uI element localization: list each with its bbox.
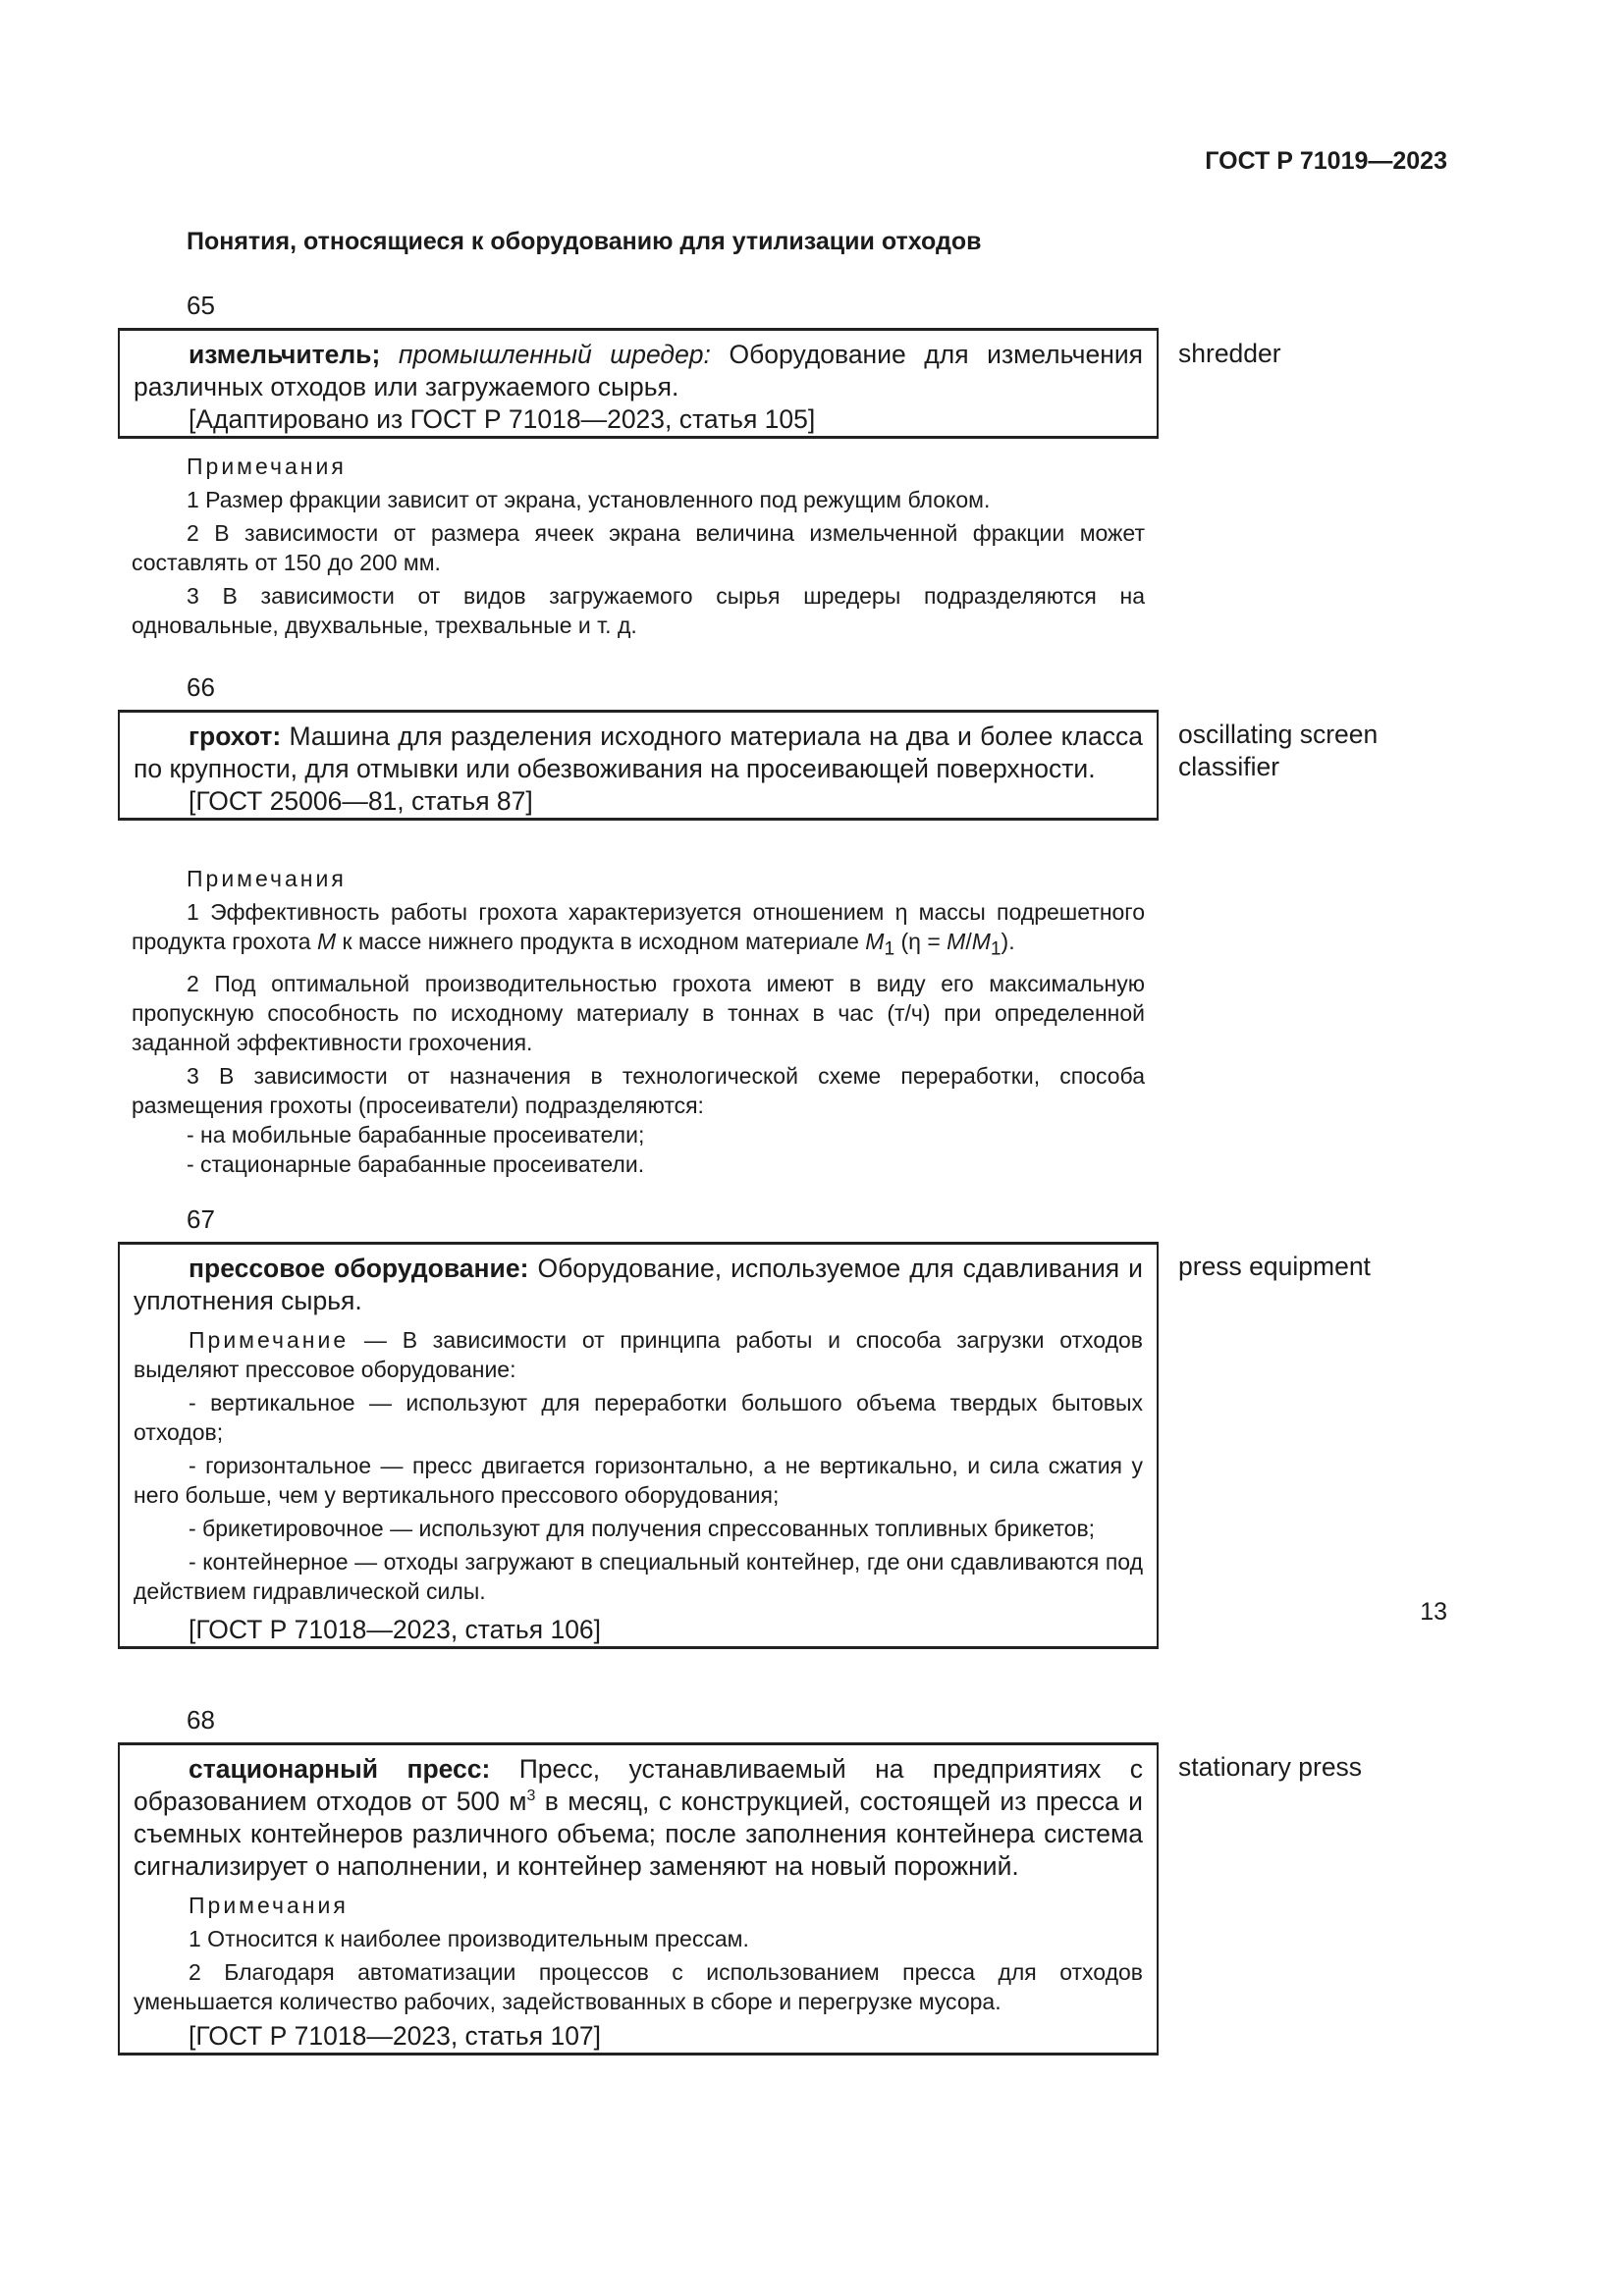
- notes-label-65: Примечания: [187, 454, 347, 479]
- note-68-1: 1 Относится к наиболее производительным прессам.: [189, 1926, 749, 1951]
- note-67-item-3: - брикетировочное — используют для получения спрессованных топливных брикетов;: [189, 1516, 1096, 1541]
- bullet-66-1: - на мобильные барабанные просеиватели;: [187, 1121, 645, 1148]
- definition-65: [134, 339, 1143, 403]
- term-box-68: [118, 1742, 1159, 2056]
- definition-68: [134, 1753, 1143, 1883]
- definition-text-66: Машина для разделения исходного материала на два и более класса по крупности, для отмывки или обезвоживания на просеивающей поверхности.: [134, 721, 1143, 783]
- symbol-m1-subscript: 1: [884, 938, 895, 960]
- formula-m1: M: [971, 929, 991, 954]
- bullet-66-2: - стационарные барабанные просеиватели.: [187, 1150, 645, 1177]
- term-65: измельчитель;: [189, 340, 381, 369]
- definition-67: [134, 1253, 1143, 1317]
- term-67: прессовое оборудование:: [189, 1254, 529, 1283]
- note-66-1-text-a: 1 Эффективность работы грохота характеризуется отношением η массы подрешетного продукта грохота: [132, 899, 1145, 954]
- english-equivalent-65: shredder: [1178, 339, 1281, 368]
- term-box-67: [118, 1242, 1159, 1649]
- synonym-65: промышленный шредер:: [398, 340, 711, 369]
- term-68: стационарный пресс:: [189, 1754, 491, 1784]
- formula-m: M: [947, 929, 966, 954]
- standard-number: ГОСТ Р 71019—2023: [1205, 147, 1447, 175]
- note-66-2: 2 Под оптимальной производительностью грохота имеют в виду его максимальную пропускную способность по исходному материалу в тоннах в час (т/ч) при определенной заданной эффективности грохочения.: [132, 970, 1145, 1055]
- note-66-3: 3 В зависимости от назначения в технологической схеме переработки, способа размещения грохоты (просеиватели) подразделяются:: [132, 1062, 1145, 1118]
- notes-label-66: Примечания: [187, 866, 347, 891]
- note-66-1-text-b: к массе нижнего продукта в исходном материале: [342, 929, 859, 954]
- definition-text-67: Оборудование, используемое для сдавливания и уплотнения сырья.: [134, 1254, 1143, 1315]
- source-65: [Адаптировано из ГОСТ Р 71018—2023, статья 105]: [189, 404, 816, 434]
- note-label-67: Примечание: [189, 1327, 350, 1353]
- symbol-m: M: [316, 929, 337, 954]
- entry-number-68: 68: [187, 1705, 215, 1735]
- term-66: грохот:: [189, 721, 282, 751]
- definition-66: [134, 721, 1143, 785]
- symbol-m1: M: [865, 929, 885, 954]
- box-notes-67: [134, 1325, 1143, 1606]
- definition-68-superscript: 3: [526, 1788, 536, 1805]
- note-66-1: 1 Эффективность работы грохота характеризуется отношением η массы подрешетного продукта грохота M к массе нижнего продукта в исходном материале $M_1$ $(\eta = M/M_1)$.: [132, 899, 1145, 960]
- note-65-3: 3 В зависимости от видов загружаемого сырья шредеры подразделяются на одновальные, двухвальные, трехвальные и т. д.: [132, 583, 1145, 638]
- english-equivalent-68: stationary press: [1178, 1752, 1363, 1782]
- note-text-67: — В зависимости от принципа работы и способа загрузки отходов выделяют прессовое оборудование:: [134, 1327, 1144, 1382]
- english-equivalent-67: press equipment: [1178, 1252, 1371, 1281]
- formula-close: ).: [1001, 929, 1015, 954]
- notes-label-68: Примечания: [189, 1893, 349, 1918]
- source-66: [ГОСТ 25006—81, статья 87]: [189, 786, 533, 816]
- source-68: [ГОСТ Р 71018—2023, статья 107]: [189, 2021, 602, 2051]
- notes-65: [132, 452, 1145, 640]
- formula-open: (η =: [900, 929, 941, 954]
- note-67-item-2: - горизонтальное — пресс двигается горизонтально, а не вертикально, и сила сжатия у него больше, чем у вертикального прессового оборудования;: [134, 1453, 1143, 1508]
- entry-number-65: 65: [187, 291, 215, 320]
- definition-text-68-b: в месяц, с конструкцией, состоящей из пресса и съемных контейнеров различного объема; после заполнения контейнера система сигнализирует о наполнении, и контейнер заменяют на новый порожний.: [134, 1787, 1143, 1881]
- source-67: [ГОСТ Р 71018—2023, статья 106]: [189, 1615, 602, 1644]
- note-67-item-1: - вертикальное — используют для переработки большого объема твердых бытовых отходов;: [134, 1390, 1143, 1445]
- english-equivalent-66: oscillating screen classifier: [1178, 720, 1379, 781]
- term-box-66: [118, 710, 1159, 821]
- notes-66: [132, 864, 1145, 1179]
- entry-number-67: 67: [187, 1204, 215, 1234]
- note-67: [134, 1325, 1143, 1384]
- section-title: Понятия, относящиеся к оборудованию для утилизации отходов: [187, 228, 982, 255]
- note-65-2: 2 В зависимости от размера ячеек экрана величина измельченной фракции может составлять от 150 до 200 мм.: [132, 520, 1145, 575]
- note-65-1: 1 Размер фракции зависит от экрана, установленного под режущим блоком.: [187, 487, 991, 512]
- definition-text-65: Оборудование для измельчения различных отходов или загружаемого сырья.: [134, 340, 1143, 401]
- note-67-item-4: - контейнерное — отходы загружают в специальный контейнер, где они сдавливаются под действием гидравлической силы.: [134, 1549, 1143, 1604]
- box-notes-68: [134, 1891, 1143, 2016]
- formula-m1-subscript: 1: [990, 938, 1001, 960]
- term-box-65: [118, 328, 1159, 439]
- note-68-2: 2 Благодаря автоматизации процессов с использованием пресса для отходов уменьшается количество рабочих, задействованных в сборе и перегрузке мусора.: [134, 1959, 1143, 2014]
- definition-text-68-a: Пресс, устанавливаемый на предприятиях с образованием отходов от 500 м: [134, 1754, 1143, 1816]
- page-number: 13: [1420, 1598, 1447, 1626]
- entry-number-66: 66: [187, 672, 215, 702]
